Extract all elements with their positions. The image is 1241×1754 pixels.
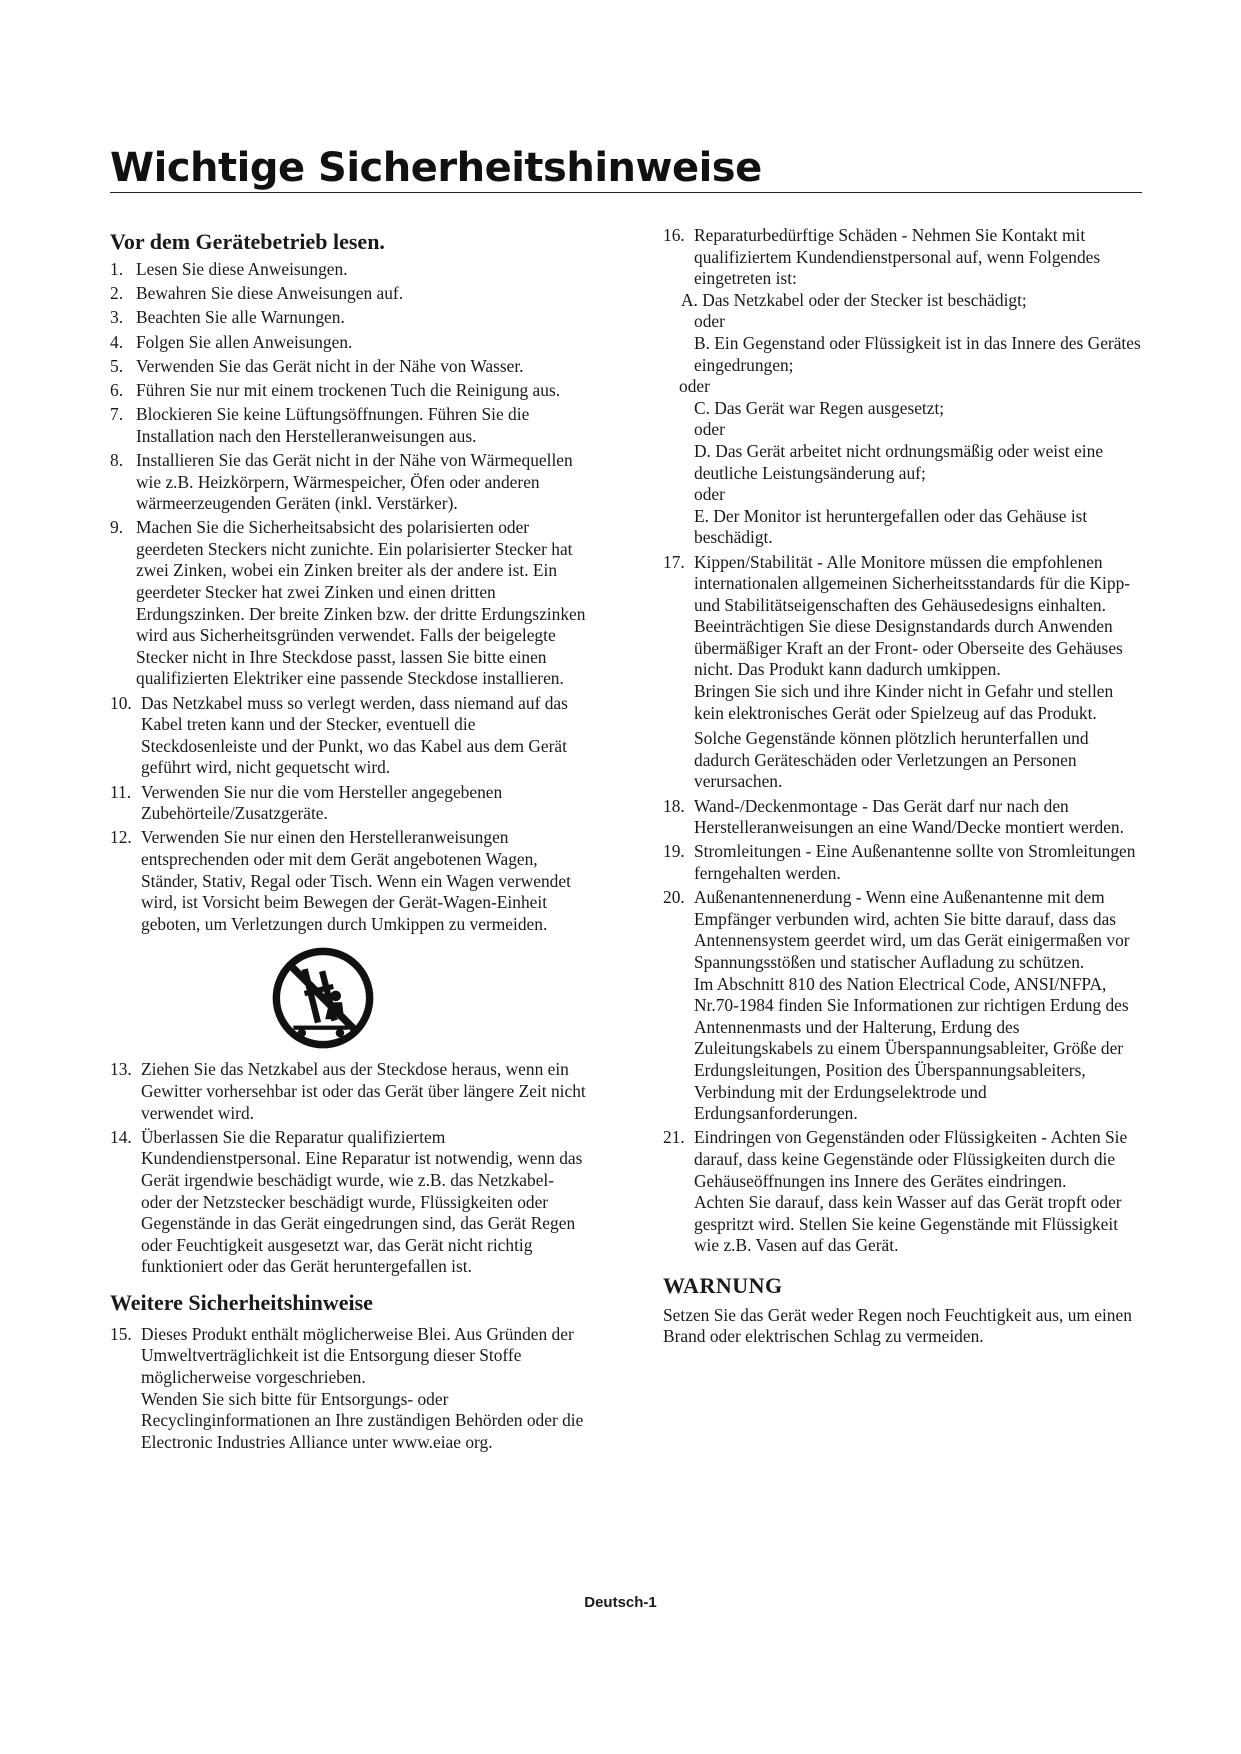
item-text: Installieren Sie das Gerät nicht in der Nähe von Wärmequellen wie z.B. Heizkörpern, Wärmespeicher, Öfen oder anderen wärmeerzeugenden Geräten (inkl. Verstärker). xyxy=(136,449,573,514)
list-item xyxy=(663,841,1141,884)
list-item xyxy=(110,332,588,354)
title-divider xyxy=(110,192,1142,193)
item-number: 12. xyxy=(110,827,132,848)
list-item xyxy=(110,1127,588,1278)
item-sub-d: D. Das Gerät arbeitet nicht ordnungsmäßig oder weist eine deutliche Leistungsänderung auf; xyxy=(694,440,1104,483)
list-item xyxy=(110,380,588,402)
item-text: Das Netzkabel muss so verlegt werden, dass niemand auf das Kabel treten kann und der Stecker, eventuell die Steckdosenleiste und der Punkt, wo das Kabel aus dem Gerät geführt wird, nicht gequetscht wird. xyxy=(141,692,568,778)
item-text: Wand-/Deckenmontage - Das Gerät darf nur nach den Herstelleranweisungen an eine Wand/Decke montiert werden. xyxy=(694,795,1124,838)
list-item xyxy=(110,307,588,329)
item-sub-b: B. Ein Gegenstand oder Flüssigkeit ist in das Innere des Gerätes eingedrungen; xyxy=(694,332,1141,375)
item-text: Reparaturbedürftige Schäden - Nehmen Sie Kontakt mit qualifiziertem Kundendienstpersonal auf, wenn Folgendes eingetreten ist: xyxy=(694,225,1101,289)
item-number: 14. xyxy=(110,1126,132,1147)
list-item xyxy=(110,259,588,281)
list-item xyxy=(663,887,1141,1125)
item-text: Ziehen Sie das Netzkabel aus der Steckdose heraus, wenn ein Gewitter vorhersehbar ist oder das Gerät über längere Zeit nicht verwendet wird. xyxy=(141,1059,586,1123)
item-number: 21. xyxy=(663,1127,685,1148)
item-sub-a: A. Das Netzkabel oder der Stecker ist beschädigt; xyxy=(681,289,1027,310)
item-oder: oder xyxy=(679,376,710,397)
list-item xyxy=(110,827,588,935)
list-item xyxy=(110,1059,588,1124)
item-number: 5. xyxy=(110,355,124,376)
item-text: Verwenden Sie nur die vom Hersteller angegebenen Zubehörteile/Zusatzgeräte. xyxy=(141,781,503,824)
item-text: Machen Sie die Sicherheitsabsicht des polarisierten oder geerdeten Steckers nicht zunichte. Ein polarisierter Stecker hat zwei Zinken, wobei ein Zinken breiter als der andere ist. Ein geerdeter Stecker hat zwei Zinken und einen dritten Erdungszinken. Der breite Zinken bzw. der dritte Erdungszinken wird aus Sicherheitsgründen verwendet. Falls der beigelegte Stecker nicht in Ihre Steckdose passt, lassen Sie bitte einen qualifizierten Elektriker eine passende Steckdose installieren. xyxy=(136,517,586,689)
cart-warning-figure xyxy=(110,943,588,1053)
item-number: 2. xyxy=(110,283,124,304)
item-text-continued: Bringen Sie sich und ihre Kinder nicht in Gefahr und stellen kein elektronisches Gerät oder Spielzeug auf das Produkt. xyxy=(694,681,1114,723)
item-text: Verwenden Sie nur einen den Herstelleranweisungen entsprechenden oder mit dem Gerät angebotenen Wagen, Ständer, Stativ, Regal oder Tisch. Wenn ein Wagen verwendet wird, ist Vorsicht beim Bewegen der Gerät-Wagen-Einheit geboten, um Verletzungen durch Umkippen zu vermeiden. xyxy=(141,827,571,934)
item-text: Überlassen Sie die Reparatur qualifiziertem Kundendienstpersonal. Eine Reparatur ist notwendig, wenn das Gerät irgendwie beschädigt wurde, wie z.B. das Netzkabel- oder der Netzstecker beschädigt wurde, Flüssigkeiten oder Gegenstände in das Gerät eingedrungen sind, das Gerät Regen oder Feuchtigkeit ausgesetzt war, das Gerät nicht richtig funktioniert oder das Gerät heruntergefallen ist. xyxy=(141,1126,583,1277)
warning-text: Setzen Sie das Gerät weder Regen noch Feuchtigkeit aus, um einen Brand oder elektrischen Schlag zu vermeiden. xyxy=(663,1304,1132,1347)
item-number: 7. xyxy=(110,404,124,425)
item-number: 9. xyxy=(110,517,124,538)
more-list xyxy=(110,1324,588,1454)
item-text: Kippen/Stabilität - Alle Monitore müssen die empfohlenen internationalen allgemeinen Sicherheitsstandards für die Kipp- und Stabilitätseigenschaften des Gehäusedesigns einhalten. Beeinträchtigen Sie diese Designstandards durch Anwenden übermäßiger Kraft an der Front- oder Oberseite des Gehäuses nicht. Das Produkt kann dadurch umkippen. xyxy=(694,551,1131,680)
item-number: 8. xyxy=(110,449,124,470)
item-text: Bewahren Sie diese Anweisungen auf. xyxy=(136,283,404,304)
page-footer: Deutsch-1 xyxy=(584,1594,657,1611)
item-number: 19. xyxy=(663,841,685,862)
right-column xyxy=(663,225,1141,1348)
item-text: Außenantennenerdung - Wenn eine Außenantenne mit dem Empfänger verbunden wird, achten Sie bitte darauf, dass das Antennensystem geerdet wird, um das Gerät einigermaßen vor Spannungsstößen und statischer Aufladung zu schützen. xyxy=(694,887,1130,972)
item-sub-e: E. Der Monitor ist heruntergefallen oder das Gehäuse ist beschädigt. xyxy=(694,505,1088,548)
instruction-list-continued xyxy=(110,1059,588,1278)
item-text: Blockieren Sie keine Lüftungsöffnungen. Führen Sie die Installation nach den Herstelleranweisungen aus. xyxy=(136,404,530,446)
list-item xyxy=(663,552,1141,794)
item-oder: oder xyxy=(694,484,725,505)
item-text-continued: Wenden Sie sich bitte für Entsorgungs- oder Recyclinginformationen an Ihre zuständigen Behörden oder die Electronic Industries Alliance unter www.eiae org. xyxy=(141,1388,584,1452)
list-item xyxy=(663,796,1141,839)
item-text-continued: Im Abschnitt 810 des Nation Electrical Code, ANSI/NFPA, Nr.70-1984 finden Sie Informationen zur richtigen Erdung des Antennenmasts und der Halterung, Erdung des Zuleitungskabels zu einem Überspannungsableiter, Größe der Erdungsleitungen, Position des Überspannungsableiters, Verbindung mit der Erdungselektrode und Erdungsanforderungen. xyxy=(694,973,1129,1124)
instruction-list-right xyxy=(663,225,1141,1257)
item-number: 18. xyxy=(663,795,685,816)
section-heading-more: Weitere Sicherheitshinweise xyxy=(110,1289,373,1315)
item-number: 13. xyxy=(110,1059,132,1080)
item-text: Dieses Produkt enthält möglicherweise Blei. Aus Gründen der Umweltverträglichkeit ist die Entsorgung dieser Stoffe möglicherweise vorgeschrieben. xyxy=(141,1323,574,1388)
section-heading-read: Vor dem Gerätebetrieb lesen. xyxy=(110,229,385,254)
list-item xyxy=(110,517,588,690)
list-item xyxy=(110,1324,588,1454)
list-item xyxy=(110,356,588,378)
item-number: 20. xyxy=(663,887,685,908)
list-item xyxy=(110,693,588,779)
warning-heading: WARNUNG xyxy=(663,1272,783,1298)
instruction-list xyxy=(110,259,588,935)
item-text: Folgen Sie allen Anweisungen. xyxy=(136,331,353,352)
item-number: 11. xyxy=(110,781,132,802)
item-oder: oder xyxy=(694,311,725,332)
cart-tipover-warning-icon xyxy=(270,945,376,1051)
item-number: 17. xyxy=(663,551,685,572)
item-text: Stromleitungen - Eine Außenantenne sollte von Stromleitungen ferngehalten werden. xyxy=(694,841,1136,883)
item-number: 15. xyxy=(110,1323,132,1344)
list-item xyxy=(110,283,588,305)
list-item xyxy=(110,404,588,447)
item-oder: oder xyxy=(694,419,725,440)
item-text: Eindringen von Gegenständen oder Flüssigkeiten - Achten Sie darauf, dass keine Gegenstände oder Flüssigkeiten durch die Gehäuseöffnungen ins Innere des Gerätes eindringen. xyxy=(694,1127,1128,1191)
item-sub-c: C. Das Gerät war Regen ausgesetzt; xyxy=(694,397,945,418)
item-number: 3. xyxy=(110,307,124,328)
item-number: 16. xyxy=(663,225,685,245)
list-item xyxy=(663,1127,1141,1257)
item-text: Führen Sie nur mit einem trockenen Tuch die Reinigung aus. xyxy=(136,379,561,400)
list-item xyxy=(663,225,1141,549)
item-number: 10. xyxy=(110,692,132,713)
page-title: Wichtige Sicherheitshinweise xyxy=(110,145,762,191)
item-text: Verwenden Sie das Gerät nicht in der Nähe von Wasser. xyxy=(136,355,524,376)
left-column xyxy=(110,225,588,1456)
item-text-continued: Achten Sie darauf, dass kein Wasser auf das Gerät tropft oder gespritzt wird. Stellen Sie keine Gegenstände mit Flüssigkeit wie z.B. Vasen auf das Gerät. xyxy=(694,1192,1122,1256)
item-text-continued: Solche Gegenstände können plötzlich herunterfallen und dadurch Geräteschäden oder Verletzungen an Personen verursachen. xyxy=(694,728,1089,792)
list-item xyxy=(110,782,588,825)
list-item xyxy=(110,450,588,515)
item-number: 1. xyxy=(110,259,124,279)
item-text: Lesen Sie diese Anweisungen. xyxy=(136,259,348,279)
item-text: Beachten Sie alle Warnungen. xyxy=(136,307,345,328)
item-number: 4. xyxy=(110,331,124,352)
item-number: 6. xyxy=(110,379,124,400)
